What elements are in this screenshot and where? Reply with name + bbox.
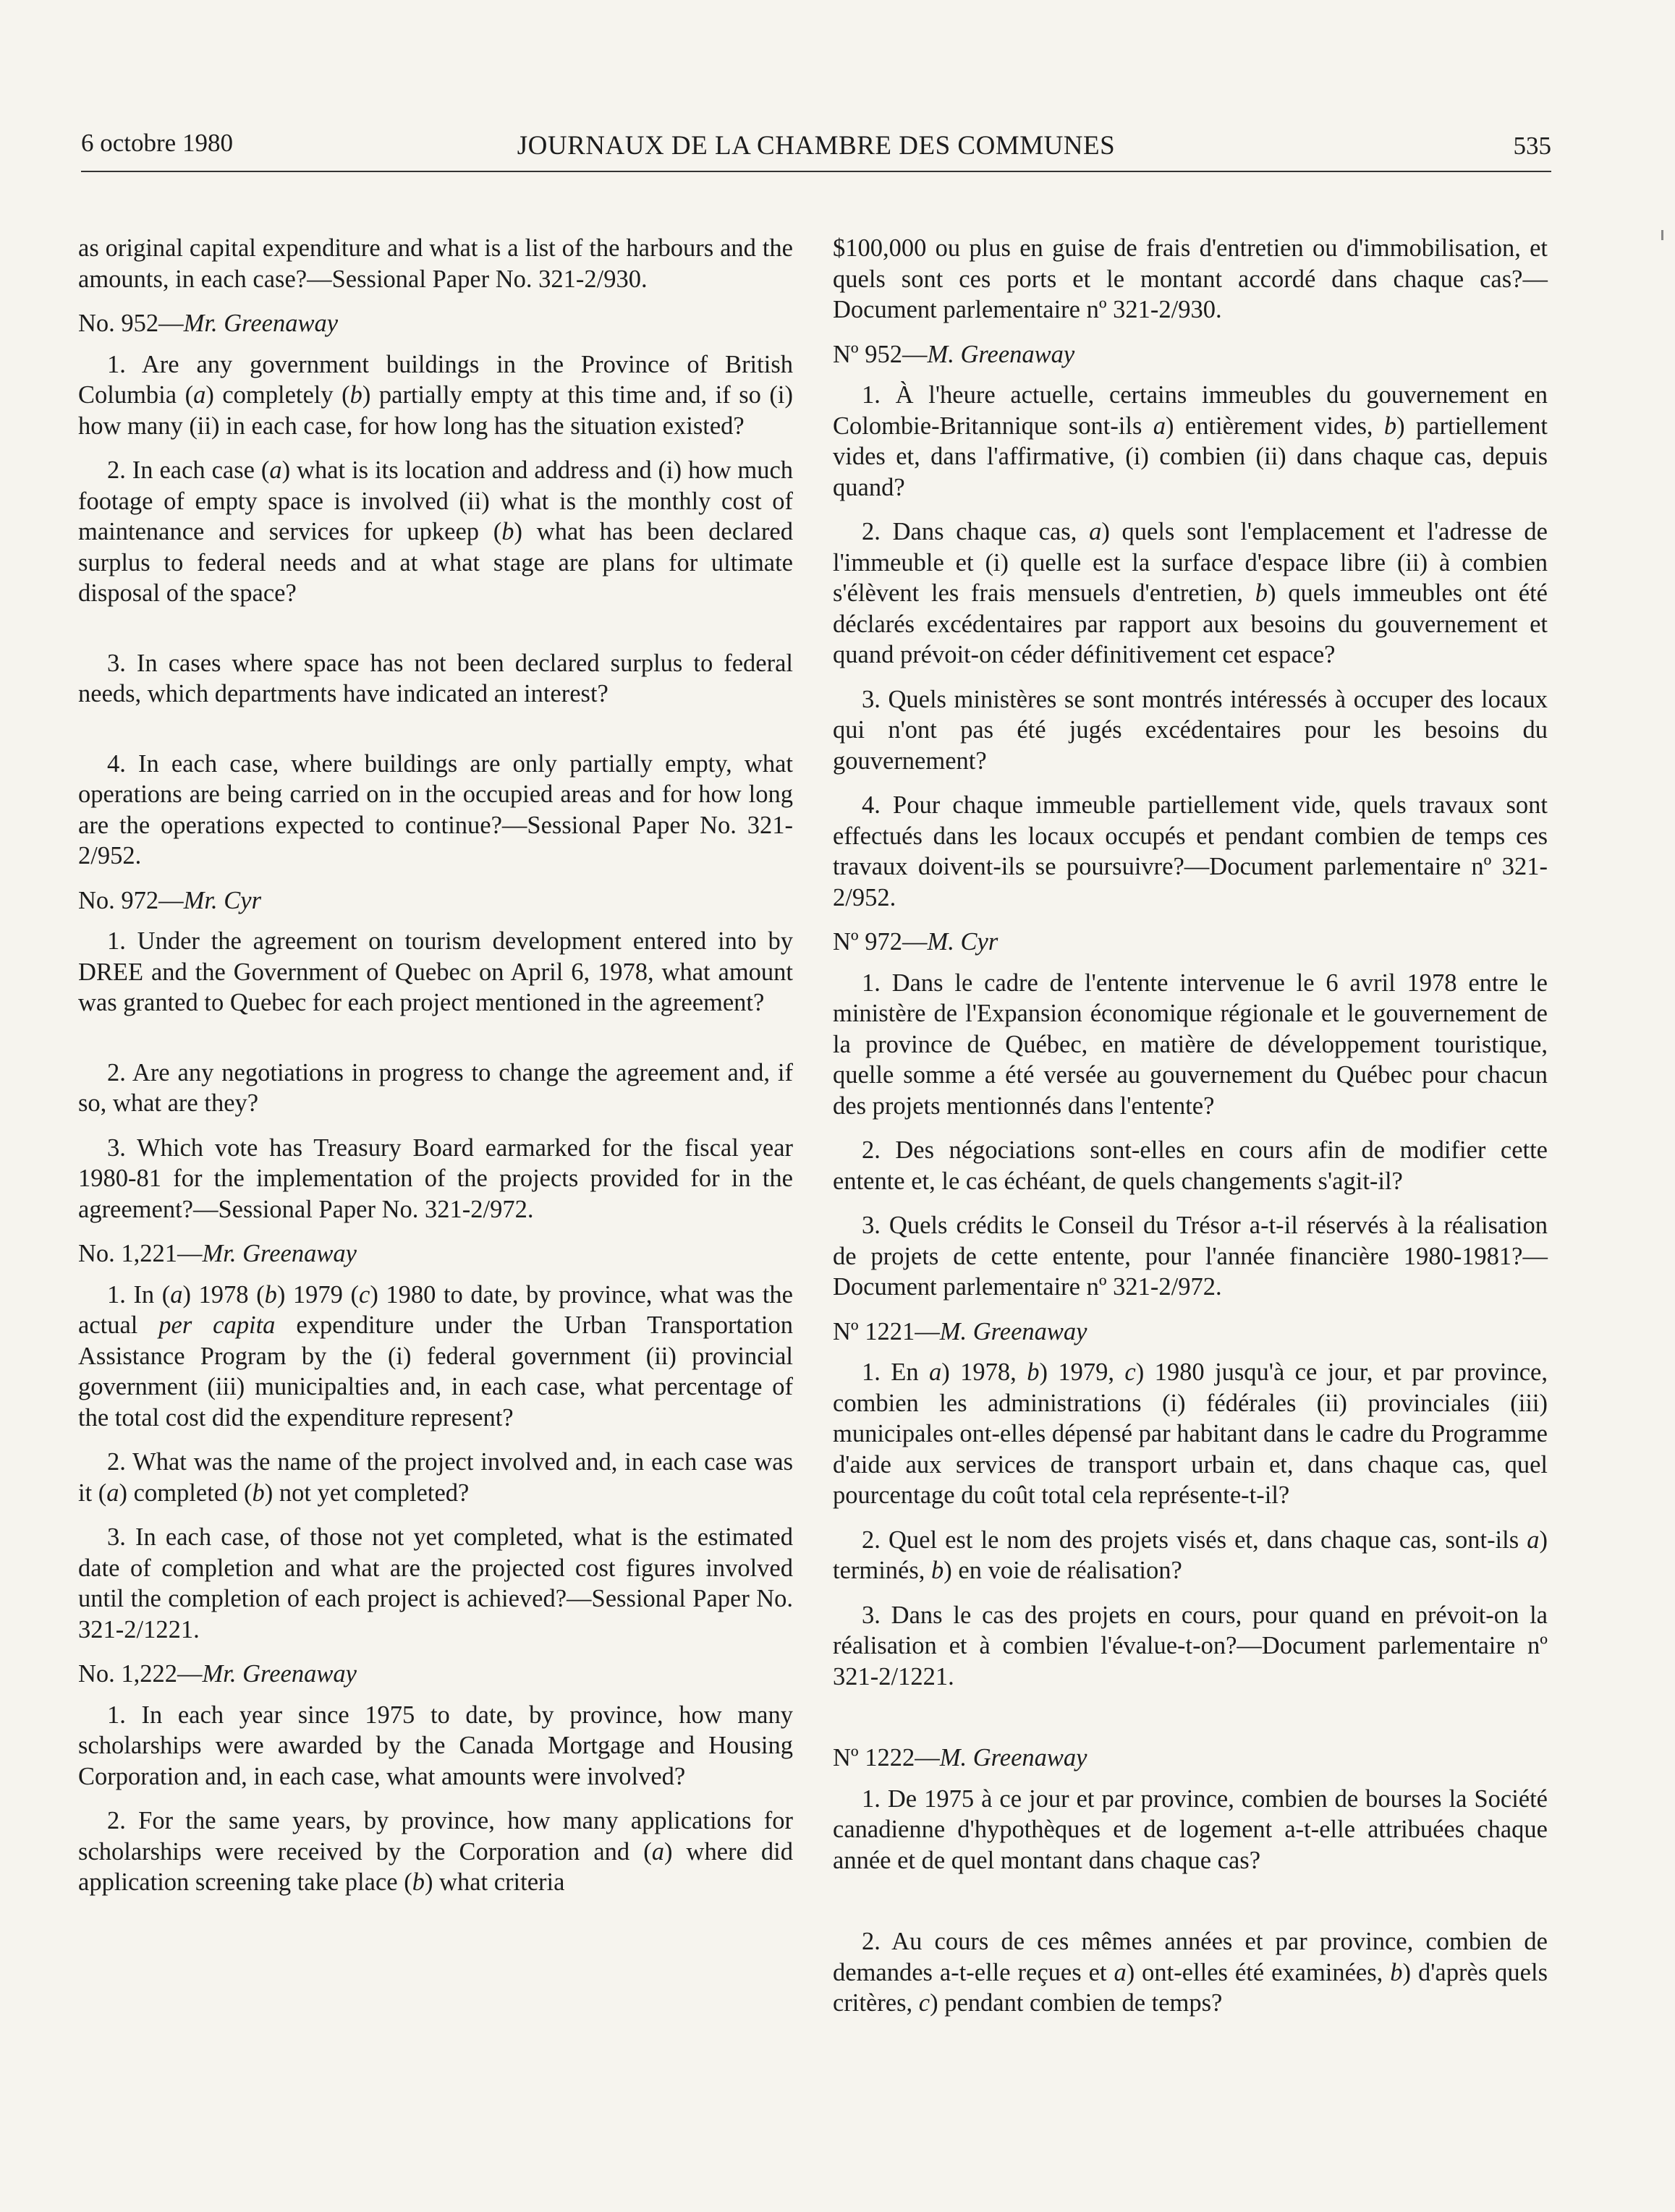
paragraph: 4. Pour chaque immeuble partiellement vide, quels travaux sont effectués dans les locaux occupés et pendant combien de temps ces travaux doivent-ils se poursuivre?—Document parlementaire nº 321-2/952. — [833, 791, 1548, 911]
paragraph: 1. Under the agreement on tourism development entered into by DREE and the Government of Quebec on April 6, 1978, what amount was granted to Quebec for each project mentioned in the agreement? — [78, 927, 793, 1016]
paragraph: 1. Are any government buildings in the Province of British Columbia (a) completely (b) partially empty at this time and, if so (i) how many (ii) in each case, for how long has the situation existed? — [78, 350, 793, 440]
paragraph: 2. Dans chaque cas, a) quels sont l'emplacement et l'adresse de l'immeuble et (i) quelle est la surface d'espace libre (ii) à combien s'élèvent les frais mensuels d'entretien, b) quels immeubles ont été déclarés excédentaires par rapport aux besoins du gouvernement et quand prévoit-on céder définitivement cet espace? — [833, 518, 1548, 668]
paragraph: 2. Quel est le nom des projets visés et, dans chaque cas, sont-ils a) terminés, b) en voie de réalisation? — [833, 1526, 1548, 1584]
page-header — [81, 129, 1551, 174]
header-date: 6 octobre 1980 — [81, 129, 233, 157]
paragraph: 3. Quels crédits le Conseil du Trésor a-t-il réservés à la réalisation de projets de cette entente, pour l'année financière 1980-1981?—Document parlementaire nº 321-2/972. — [833, 1212, 1548, 1301]
question-heading: No. 972—Mr. Cyr — [78, 886, 262, 914]
question-heading: No. 1,221—Mr. Greenaway — [78, 1240, 357, 1267]
paragraph: 4. In each case, where buildings are only partially empty, what operations are being carried on in the occupied areas and for how long are the operations expected to continue?—Sessional Paper No. 321-2/952. — [78, 749, 793, 869]
paragraph: 1. In (a) 1978 (b) 1979 (c) 1980 to date, by province, what was the actual per capita expenditure under the Urban Transportation Assistance Program by the (i) federal government (ii) provincial government (iii) municipalties and, in each case, what percentage of the total cost did the expenditure represent? — [78, 1280, 793, 1432]
question-heading: Nº 952—M. Greenaway — [833, 340, 1075, 368]
question-heading: Nº 972—M. Cyr — [833, 928, 998, 956]
paragraph: 3. Which vote has Treasury Board earmarked for the fiscal year 1980-81 for the implementation of the projects provided for in the agreement?—Sessional Paper No. 321-2/972. — [78, 1133, 793, 1223]
paragraph: 3. Quels ministères se sont montrés intéressés à occuper des locaux qui n'ont pas été jugés excédentaires pour les besoins du gouvernement? — [833, 685, 1548, 775]
paragraph: 2. Are any negotiations in progress to change the agreement and, if so, what are they? — [78, 1058, 793, 1117]
paragraph: as original capital expenditure and what is a list of the harbours and the amounts, in each case?—Sessional Paper No. 321-2/930. — [78, 234, 793, 293]
header-rule — [81, 171, 1551, 172]
paragraph: 2. What was the name of the project involved and, in each case was it (a) completed (b) not yet completed? — [78, 1448, 793, 1507]
paragraph: 2. In each case (a) what is its location and address and (i) how much footage of empty space is involved (ii) what is the monthly cost of maintenance and services for upkeep (b) what has been declared surplus to federal needs and at what stage are plans for ultimate disposal of the space? — [78, 456, 794, 607]
paragraph: 3. In cases where space has not been declared surplus to federal needs, which departments have indicated an interest? — [78, 649, 793, 707]
paragraph: 1. De 1975 à ce jour et par province, combien de bourses la Société canadienne d'hypothèques et de logement a-t-elle attribuées chaque année et de quel montant dans chaque cas? — [833, 1785, 1548, 1874]
french-column — [833, 233, 1548, 2033]
paragraph: 2. Des négociations sont-elles en cours afin de modifier cette entente et, le cas échéant, de quels changements s'agit-il? — [833, 1136, 1548, 1195]
paragraph: 2. For the same years, by province, how many applications for scholarships were received by the Corporation and (a) where did application screening take place (b) what criteria — [78, 1807, 793, 1896]
question-heading: No. 1,222—Mr. Greenaway — [78, 1660, 357, 1688]
question-heading: No. 952—Mr. Greenaway — [78, 310, 339, 337]
paragraph: $100,000 ou plus en guise de frais d'entretien ou d'immobilisation, et quels sont ces ports et le montant accordé dans chaque cas?—Document parlementaire nº 321-2/930. — [833, 234, 1548, 323]
header-title: JOURNAUX DE LA CHAMBRE DES COMMUNES — [517, 131, 1116, 161]
paragraph: 3. Dans le cas des projets en cours, pour quand en prévoit-on la réalisation et à combien l'évalue-t-on?—Document parlementaire nº 321-2/1221. — [833, 1601, 1548, 1690]
question-heading: Nº 1221—M. Greenaway — [833, 1317, 1087, 1345]
margin-mark — [1661, 230, 1663, 240]
paragraph: 2. Au cours de ces mêmes années et par province, combien de demandes a-t-elle reçues et a) ont-elles été examinées, b) d'après quels critères, c) pendant combien de temps? — [833, 1928, 1548, 2017]
paragraph: 1. En a) 1978, b) 1979, c) 1980 jusqu'à ce jour, et par province, combien les administrations (i) fédérales (ii) provinciales (iii) municipales ont-elles dépensé par habitant dans le cadre du Programme d'aide aux services de transport urbain et, dans chaque cas, quel pourcentage du coût total cela représente-t-il? — [833, 1358, 1548, 1509]
english-column — [78, 233, 793, 1912]
paragraph: 3. In each case, of those not yet completed, what is the estimated date of completion and what are the projected cost figures involved until the completion of each project is achieved?—Sessional Paper No. 321-2/1221. — [78, 1523, 793, 1643]
paragraph: 1. In each year since 1975 to date, by province, how many scholarships were awarded by the Canada Mortgage and Housing Corporation and, in each case, what amounts were involved? — [78, 1701, 793, 1790]
paragraph: 1. À l'heure actuelle, certains immeubles du gouvernement en Colombie-Britannique sont-ils a) entièrement vides, b) partiellement vides et, dans l'affirmative, (i) combien (ii) dans chaque cas, depuis quand? — [833, 381, 1548, 501]
paragraph: 1. Dans le cadre de l'entente intervenue le 6 avril 1978 entre le ministère de l'Expansion économique régionale et le gouvernement de la province de Québec, en matière de développement touristique, quelle somme a été versée au gouvernement du Québec pour chacun des projets mentionnés dans l'entente? — [833, 969, 1548, 1120]
question-heading: Nº 1222—M. Greenaway — [833, 1744, 1087, 1771]
page-number: 535 — [1513, 132, 1551, 160]
